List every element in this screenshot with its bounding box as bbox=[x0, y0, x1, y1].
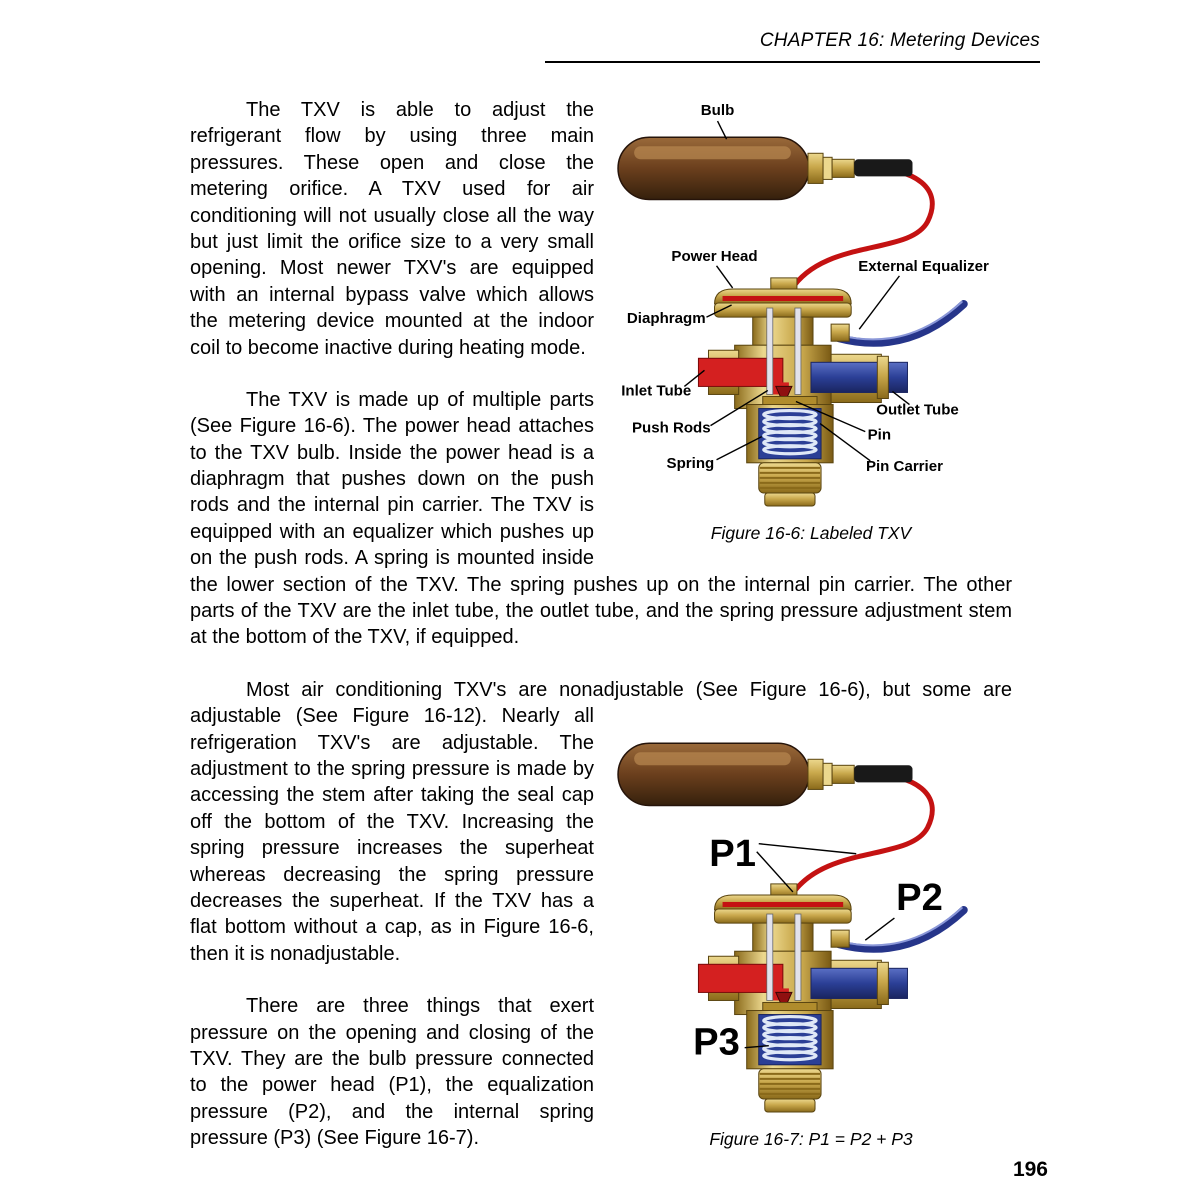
p1-label: P1 bbox=[709, 832, 756, 876]
external-equalizer-label: External Equalizer bbox=[858, 257, 989, 275]
p2-label: P2 bbox=[896, 876, 943, 920]
figure-16-7 bbox=[610, 703, 1012, 1151]
paragraph-2: The TXV is made up of multiple parts (See Figure 16-6). The power head attaches to the TXV bulb. Inside the power head is a diaphragm that pushes down on the push rods and the internal pin carrier. The TXV is equipped with an equalizer which pushes up on the push rods. A spring is mounted inside the lower section of the TXV. The spring pushes up on the internal pin carrier. The other parts of the TXV are the inlet tube, the outlet tube, and the spring pressure adjustment stem at the bottom of the TXV, if equipped. bbox=[190, 388, 1012, 649]
figure-16-6 bbox=[610, 97, 1012, 545]
paragraph-3-rest: adjustable (See Figure 16-12). Nearly all refrigeration TXV's are adjustable. The adjustment to the spring pressure is made by accessing the stem after taking the seal cap off the bottom of the TXV. Increasing the spring pressure increases the superheat whereas decreasing the spring pressure decreases the superheat. If the TXV has a flat bottom without a cap, as in Figure 16-6, then it is nonadjustable. bbox=[190, 705, 594, 965]
power-head-label: Power Head bbox=[671, 247, 758, 265]
figure-16-7-caption: Figure 16-7: P1 = P2 + P3 bbox=[709, 1129, 913, 1150]
bulb-label: Bulb bbox=[700, 102, 735, 120]
diaphragm-label: Diaphragm bbox=[626, 310, 706, 328]
chapter-header: CHAPTER 16: Metering Devices bbox=[545, 30, 1040, 63]
pin-carrier-label: Pin Carrier bbox=[865, 457, 943, 475]
inlet-tube-label: Inlet Tube bbox=[621, 382, 692, 400]
page-number: 196 bbox=[1012, 1158, 1048, 1181]
spring-label: Spring bbox=[666, 454, 715, 472]
outlet-tube-label: Outlet Tube bbox=[876, 401, 959, 419]
txv-diagram-pressures bbox=[610, 703, 1012, 1120]
txv-diagram-labeled bbox=[610, 97, 1012, 514]
paragraph-1: The TXV is able to adjust the refrigerant flow by using three main pressures. These open and close the metering orifice. A TXV used for air conditioning will not usually close all the way but just limit the orifice size to a very small opening. Most newer TXV's are equipped with an internal bypass valve which allows the metering device mounted at the indoor coil to become inactive during heating mode. bbox=[190, 99, 594, 359]
paragraph-4: There are three things that exert pressure on the opening and closing of the TXV. They are the bulb pressure connected to the power head (P1), the equalization pressure (P2), and the internal spring pressure (P3) (See Figure 16-7). bbox=[190, 995, 594, 1150]
txv-illustration bbox=[618, 743, 964, 1112]
paragraph-3-lead: Most air conditioning TXV's are nonadjustable (See Figure 16-6), but some are bbox=[246, 678, 1012, 701]
push-rods-label: Push Rods bbox=[631, 419, 711, 437]
p3-label: P3 bbox=[693, 1020, 740, 1064]
figure-16-6-caption: Figure 16-6: Labeled TXV bbox=[710, 523, 912, 544]
page-content bbox=[190, 97, 1012, 1151]
pin-label: Pin bbox=[867, 426, 892, 444]
